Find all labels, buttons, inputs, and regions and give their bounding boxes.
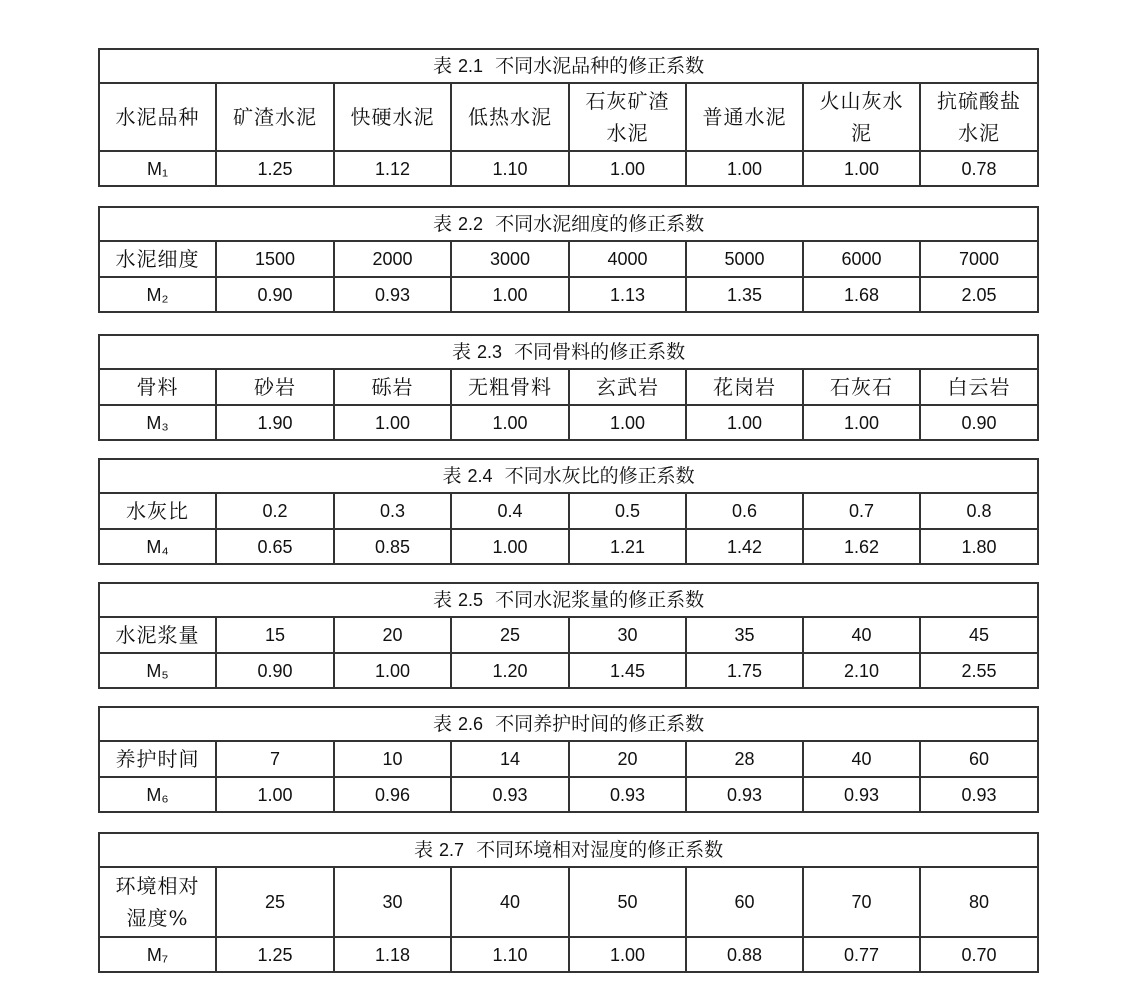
header-cell: 0.3 bbox=[334, 493, 451, 529]
value-cell: 1.00 bbox=[216, 777, 334, 812]
table-value-row bbox=[99, 151, 1038, 186]
table-caption bbox=[99, 707, 1038, 741]
header-cell: 0.2 bbox=[216, 493, 334, 529]
value-cell: 1.00 bbox=[686, 151, 803, 186]
value-cell: 1.20 bbox=[451, 653, 569, 688]
header-cell: 白云岩 bbox=[920, 369, 1038, 405]
coefficient-table-2.1 bbox=[98, 48, 1039, 187]
value-cell: 1.00 bbox=[451, 277, 569, 312]
table-header-row bbox=[99, 241, 1038, 277]
header-cell: 3000 bbox=[451, 241, 569, 277]
value-cell: 1.00 bbox=[686, 405, 803, 440]
value-cell: 0.85 bbox=[334, 529, 451, 564]
value-cell: 0.93 bbox=[803, 777, 920, 812]
table-caption bbox=[99, 583, 1038, 617]
value-cell: 2.10 bbox=[803, 653, 920, 688]
header-cell: 砾岩 bbox=[334, 369, 451, 405]
header-cell: 25 bbox=[216, 867, 334, 937]
header-cell: 14 bbox=[451, 741, 569, 777]
table-caption bbox=[99, 459, 1038, 493]
table-header-row bbox=[99, 493, 1038, 529]
value-cell: 0.96 bbox=[334, 777, 451, 812]
value-cell: 1.00 bbox=[451, 529, 569, 564]
header-cell: 40 bbox=[451, 867, 569, 937]
header-cell: 石灰矿渣 水泥 bbox=[569, 83, 686, 151]
value-cell: 1.10 bbox=[451, 937, 569, 972]
coefficient-table-2.7 bbox=[98, 832, 1039, 973]
value-cell: 1.62 bbox=[803, 529, 920, 564]
value-cell: 1.18 bbox=[334, 937, 451, 972]
header-cell: 40 bbox=[803, 741, 920, 777]
value-cell: 0.93 bbox=[686, 777, 803, 812]
caption-number: 2.5 bbox=[458, 590, 484, 610]
header-cell: 低热水泥 bbox=[451, 83, 569, 151]
caption-prefix: 表 bbox=[432, 589, 452, 611]
header-cell: 60 bbox=[920, 741, 1038, 777]
value-cell: 1.10 bbox=[451, 151, 569, 186]
row-label-parameter: 环境相对 湿度% bbox=[99, 867, 216, 937]
table-header-row bbox=[99, 741, 1038, 777]
row-label-parameter: 骨料 bbox=[99, 369, 216, 405]
caption-text: 不同水泥品种的修正系数 bbox=[495, 55, 705, 77]
coefficient-table-2.6 bbox=[98, 706, 1039, 813]
value-cell: 1.21 bbox=[569, 529, 686, 564]
value-cell: 0.93 bbox=[569, 777, 686, 812]
value-cell: 1.90 bbox=[216, 405, 334, 440]
header-cell: 35 bbox=[686, 617, 803, 653]
table-value-row bbox=[99, 405, 1038, 440]
header-cell: 矿渣水泥 bbox=[216, 83, 334, 151]
caption-text: 不同养护时间的修正系数 bbox=[495, 713, 705, 735]
table-caption bbox=[99, 833, 1038, 867]
value-cell: 1.68 bbox=[803, 277, 920, 312]
caption-text: 不同水泥浆量的修正系数 bbox=[495, 589, 705, 611]
header-cell: 70 bbox=[803, 867, 920, 937]
row-label-parameter: 水泥细度 bbox=[99, 241, 216, 277]
header-cell: 0.7 bbox=[803, 493, 920, 529]
header-cell: 花岗岩 bbox=[686, 369, 803, 405]
caption-prefix: 表 bbox=[442, 465, 462, 487]
value-cell: 2.55 bbox=[920, 653, 1038, 688]
value-cell: 1.00 bbox=[803, 405, 920, 440]
table-header-row bbox=[99, 867, 1038, 937]
row-label-coefficient: M₆ bbox=[99, 777, 216, 812]
header-cell: 25 bbox=[451, 617, 569, 653]
header-cell: 4000 bbox=[569, 241, 686, 277]
header-cell: 50 bbox=[569, 867, 686, 937]
header-cell: 60 bbox=[686, 867, 803, 937]
caption-text: 不同骨料的修正系数 bbox=[514, 341, 686, 363]
header-cell: 普通水泥 bbox=[686, 83, 803, 151]
value-cell: 1.00 bbox=[334, 653, 451, 688]
value-cell: 1.45 bbox=[569, 653, 686, 688]
caption-number: 2.6 bbox=[458, 714, 484, 734]
row-label-coefficient: M₇ bbox=[99, 937, 216, 972]
table-caption bbox=[99, 49, 1038, 83]
table-value-row bbox=[99, 937, 1038, 972]
value-cell: 1.25 bbox=[216, 151, 334, 186]
header-cell: 7000 bbox=[920, 241, 1038, 277]
header-cell: 0.8 bbox=[920, 493, 1038, 529]
caption-number: 2.7 bbox=[439, 840, 465, 860]
caption-number: 2.4 bbox=[467, 466, 493, 486]
value-cell: 1.00 bbox=[451, 405, 569, 440]
caption-text: 不同水灰比的修正系数 bbox=[504, 465, 695, 487]
table-header-row bbox=[99, 369, 1038, 405]
header-cell: 7 bbox=[216, 741, 334, 777]
value-cell: 1.00 bbox=[803, 151, 920, 186]
table-value-row bbox=[99, 653, 1038, 688]
table-header-row bbox=[99, 617, 1038, 653]
table-caption bbox=[99, 207, 1038, 241]
header-cell: 20 bbox=[569, 741, 686, 777]
value-cell: 0.93 bbox=[334, 277, 451, 312]
coefficient-table-2.3 bbox=[98, 334, 1039, 441]
value-cell: 1.75 bbox=[686, 653, 803, 688]
coefficient-table-2.2 bbox=[98, 206, 1039, 313]
value-cell: 0.93 bbox=[920, 777, 1038, 812]
caption-prefix: 表 bbox=[451, 341, 471, 363]
header-cell: 2000 bbox=[334, 241, 451, 277]
coefficient-table-2.4 bbox=[98, 458, 1039, 565]
header-cell: 80 bbox=[920, 867, 1038, 937]
header-cell: 30 bbox=[334, 867, 451, 937]
value-cell: 1.00 bbox=[334, 405, 451, 440]
value-cell: 1.35 bbox=[686, 277, 803, 312]
value-cell: 1.00 bbox=[569, 937, 686, 972]
table-value-row bbox=[99, 777, 1038, 812]
value-cell: 1.00 bbox=[569, 405, 686, 440]
header-cell: 0.5 bbox=[569, 493, 686, 529]
value-cell: 2.05 bbox=[920, 277, 1038, 312]
value-cell: 1.42 bbox=[686, 529, 803, 564]
value-cell: 0.90 bbox=[216, 277, 334, 312]
header-cell: 0.6 bbox=[686, 493, 803, 529]
table-value-row bbox=[99, 277, 1038, 312]
row-label-coefficient: M₅ bbox=[99, 653, 216, 688]
value-cell: 1.12 bbox=[334, 151, 451, 186]
caption-text: 不同水泥细度的修正系数 bbox=[495, 213, 705, 235]
row-label-coefficient: M₃ bbox=[99, 405, 216, 440]
header-cell: 玄武岩 bbox=[569, 369, 686, 405]
table-caption bbox=[99, 335, 1038, 369]
value-cell: 0.88 bbox=[686, 937, 803, 972]
value-cell: 0.65 bbox=[216, 529, 334, 564]
caption-text: 不同环境相对湿度的修正系数 bbox=[476, 839, 724, 861]
caption-prefix: 表 bbox=[432, 55, 452, 77]
value-cell: 0.93 bbox=[451, 777, 569, 812]
value-cell: 1.25 bbox=[216, 937, 334, 972]
row-label-parameter: 水泥浆量 bbox=[99, 617, 216, 653]
header-cell: 0.4 bbox=[451, 493, 569, 529]
row-label-coefficient: M₁ bbox=[99, 151, 216, 186]
header-cell: 砂岩 bbox=[216, 369, 334, 405]
row-label-coefficient: M₄ bbox=[99, 529, 216, 564]
value-cell: 0.78 bbox=[920, 151, 1038, 186]
header-cell: 1500 bbox=[216, 241, 334, 277]
header-cell: 30 bbox=[569, 617, 686, 653]
caption-number: 2.2 bbox=[458, 214, 484, 234]
header-cell: 无粗骨料 bbox=[451, 369, 569, 405]
caption-prefix: 表 bbox=[432, 213, 452, 235]
caption-number: 2.1 bbox=[458, 56, 484, 76]
header-cell: 石灰石 bbox=[803, 369, 920, 405]
value-cell: 1.80 bbox=[920, 529, 1038, 564]
caption-prefix: 表 bbox=[432, 713, 452, 735]
header-cell: 40 bbox=[803, 617, 920, 653]
value-cell: 0.90 bbox=[920, 405, 1038, 440]
value-cell: 0.70 bbox=[920, 937, 1038, 972]
row-label-parameter: 水灰比 bbox=[99, 493, 216, 529]
row-label-parameter: 水泥品种 bbox=[99, 83, 216, 151]
header-cell: 6000 bbox=[803, 241, 920, 277]
caption-prefix: 表 bbox=[413, 839, 433, 861]
table-header-row bbox=[99, 83, 1038, 151]
header-cell: 10 bbox=[334, 741, 451, 777]
caption-number: 2.3 bbox=[477, 342, 503, 362]
row-label-coefficient: M₂ bbox=[99, 277, 216, 312]
table-value-row bbox=[99, 529, 1038, 564]
coefficient-table-2.5 bbox=[98, 582, 1039, 689]
row-label-parameter: 养护时间 bbox=[99, 741, 216, 777]
value-cell: 1.00 bbox=[569, 151, 686, 186]
header-cell: 15 bbox=[216, 617, 334, 653]
header-cell: 5000 bbox=[686, 241, 803, 277]
value-cell: 1.13 bbox=[569, 277, 686, 312]
header-cell: 快硬水泥 bbox=[334, 83, 451, 151]
header-cell: 抗硫酸盐 水泥 bbox=[920, 83, 1038, 151]
header-cell: 28 bbox=[686, 741, 803, 777]
header-cell: 20 bbox=[334, 617, 451, 653]
header-cell: 火山灰水 泥 bbox=[803, 83, 920, 151]
header-cell: 45 bbox=[920, 617, 1038, 653]
value-cell: 0.90 bbox=[216, 653, 334, 688]
value-cell: 0.77 bbox=[803, 937, 920, 972]
